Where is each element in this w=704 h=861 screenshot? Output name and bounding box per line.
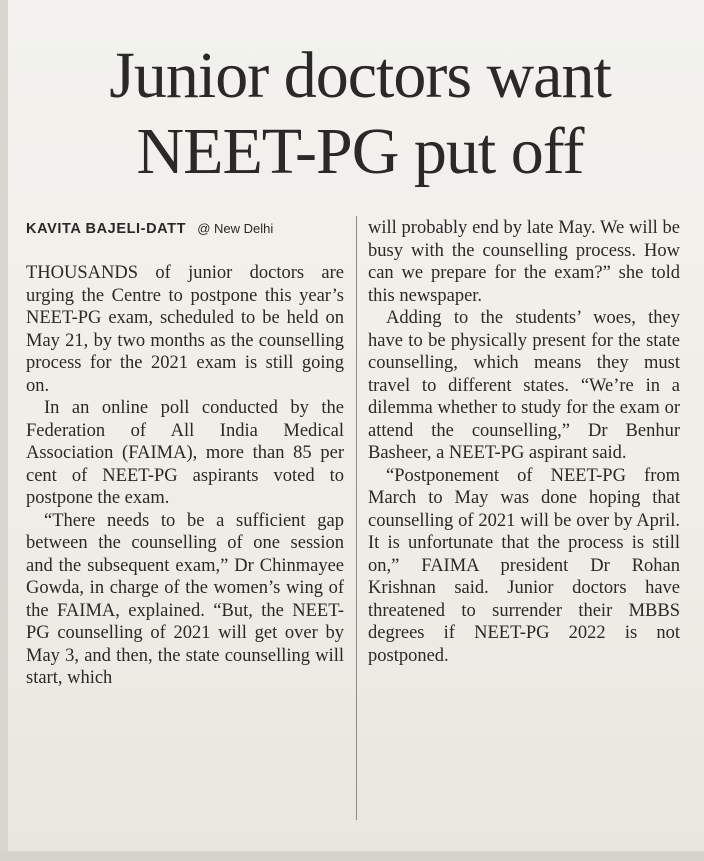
article-column-right [368, 217, 680, 667]
paragraph: THOUSANDS of junior doctors are urging the Centre to postpone this year’s NEET-PG exam, scheduled to be held on May 21, by two months as the counselling process for the 2021 exam is still going on. [26, 263, 344, 396]
article-column-left [26, 262, 344, 690]
paragraph: Adding to the students’ woes, they have to be physically present for the state counselling, which means they must travel to different states. “We’re in a dilemma whether to study for the exam or attend the counselling,” Dr Benhur Basheer, a NEET-PG aspirant said. [368, 308, 680, 463]
byline [26, 218, 273, 237]
paragraph: will probably end by late May. We will be busy with the counselling process. How can we prepare for the exam?” she told this newspaper. [368, 218, 680, 306]
byline-location: @ New Delhi [197, 221, 274, 236]
paragraph: “There needs to be a sufficient gap between the counselling of one session and the subsequent exam,” Dr Chinmayee Gowda, in charge of the women’s wing of the FAIMA, explained. “But, the NEET-PG counselling of 2021 will get over by May 3, and then, the state counselling will start, which [26, 510, 344, 688]
headline-line-1: Junior doctors want [109, 39, 611, 112]
page-edge-bottom [0, 851, 704, 861]
byline-author: KAVITA BAJELI-DATT [26, 221, 187, 237]
paragraph: “Postponement of NEET-PG from March to May was done hoping that counselling of 2021 will be over by April. It is unfortunate that the process is still on,” FAIMA president Dr Rohan Krishnan said. Junior doctors have threatened to surrender their MBBS degrees if NEET-PG 2022 is not postponed. [368, 465, 680, 666]
headline [40, 38, 680, 190]
paragraph: In an online poll conducted by the Federation of All India Medical Association (FAIMA), more than 85 per cent of NEET-PG aspirants voted to postpone the exam. [26, 398, 344, 508]
headline-line-2: NEET-PG put off [136, 115, 584, 188]
page-edge-shadow [0, 0, 8, 861]
column-divider [356, 216, 357, 820]
